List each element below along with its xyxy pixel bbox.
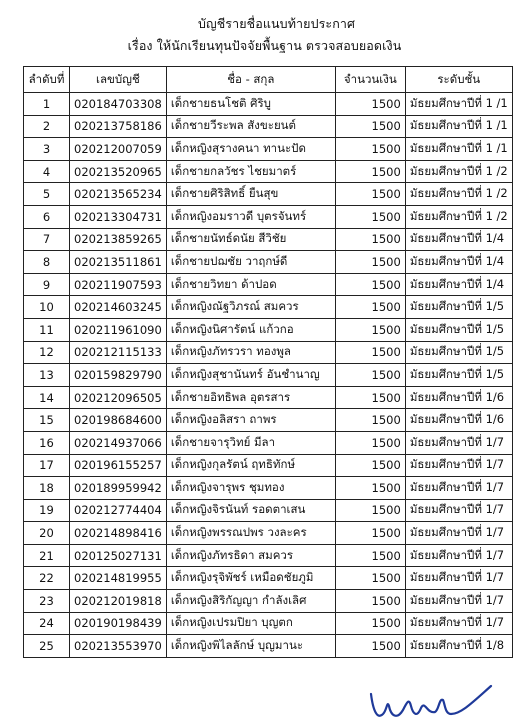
cell-amount: 1500 [335,273,405,296]
cell-no: 9 [24,273,70,296]
cell-no: 24 [24,612,70,635]
cell-account: 020189959942 [70,477,167,500]
cell-account: 020125027131 [70,544,167,567]
cell-account: 020213565234 [70,183,167,206]
column-header-amount: จำนวนเงิน [335,67,405,93]
cell-account: 020214937066 [70,431,167,454]
cell-level: มัธยมศึกษาปีที่ 1 /2 [405,205,512,228]
table-row [24,612,513,635]
cell-amount: 1500 [335,228,405,251]
table-row [24,477,513,500]
column-header-no: ลำดับที่ [24,67,70,93]
cell-amount: 1500 [335,138,405,161]
cell-amount: 1500 [335,454,405,477]
cell-account: 020212096505 [70,386,167,409]
cell-no: 7 [24,228,70,251]
table-row [24,635,513,658]
table-row [24,431,513,454]
table-row [24,364,513,387]
cell-amount: 1500 [335,296,405,319]
cell-amount: 1500 [335,544,405,567]
cell-level: มัธยมศึกษาปีที่ 1 /2 [405,160,512,183]
cell-no: 12 [24,341,70,364]
cell-amount: 1500 [335,341,405,364]
cell-amount: 1500 [335,477,405,500]
cell-name: เด็กชายนัทธ์ดนัย สีวิชัย [166,228,335,251]
cell-name: เด็กหญิงณัฐวิภรณ์ สมควร [166,296,335,319]
cell-account: 020213304731 [70,205,167,228]
cell-account: 020212774404 [70,499,167,522]
cell-name: เด็กหญิงนิศารัตน์ แก้วกอ [166,318,335,341]
cell-amount: 1500 [335,183,405,206]
cell-name: เด็กชายกลวัชร ไชยมาตร์ [166,160,335,183]
cell-no: 25 [24,635,70,658]
cell-level: มัธยมศึกษาปีที่ 1/7 [405,454,512,477]
cell-name: เด็กหญิงอมราวดี บุตรจันทร์ [166,205,335,228]
cell-no: 13 [24,364,70,387]
cell-level: มัธยมศึกษาปีที่ 1/5 [405,341,512,364]
table-row [24,544,513,567]
cell-amount: 1500 [335,93,405,116]
cell-level: มัธยมศึกษาปีที่ 1/7 [405,544,512,567]
cell-amount: 1500 [335,160,405,183]
cell-account: 020213520965 [70,160,167,183]
cell-level: มัธยมศึกษาปีที่ 1 /1 [405,138,512,161]
cell-amount: 1500 [335,590,405,613]
cell-amount: 1500 [335,205,405,228]
cell-no: 17 [24,454,70,477]
cell-level: มัธยมศึกษาปีที่ 1/6 [405,409,512,432]
table-row [24,228,513,251]
cell-level: มัธยมศึกษาปีที่ 1/4 [405,273,512,296]
cell-amount: 1500 [335,115,405,138]
column-header-account: เลขบัญชี [70,67,167,93]
cell-no: 16 [24,431,70,454]
table-row [24,409,513,432]
cell-level: มัธยมศึกษาปีที่ 1/5 [405,296,512,319]
cell-no: 2 [24,115,70,138]
cell-level: มัธยมศึกษาปีที่ 1/7 [405,612,512,635]
cell-level: มัธยมศึกษาปีที่ 1/7 [405,567,512,590]
table-row [24,386,513,409]
cell-no: 14 [24,386,70,409]
cell-level: มัธยมศึกษาปีที่ 1/4 [405,251,512,274]
cell-level: มัธยมศึกษาปีที่ 1/7 [405,522,512,545]
cell-no: 22 [24,567,70,590]
signature-icon [365,684,495,726]
cell-account: 020213758186 [70,115,167,138]
table-row [24,499,513,522]
cell-name: เด็กหญิงเปรมปิยา บุญตก [166,612,335,635]
cell-name: เด็กชายวีระพล สังขะยนต์ [166,115,335,138]
cell-level: มัธยมศึกษาปีที่ 1/5 [405,364,512,387]
student-table [23,66,513,658]
cell-account: 020213511861 [70,251,167,274]
cell-account: 020214819955 [70,567,167,590]
cell-name: เด็กชายปฌชัย วาฤกษ์ดี [166,251,335,274]
cell-amount: 1500 [335,318,405,341]
page-title: บัญชีรายชื่อแนบท้ายประกาศ [197,16,356,31]
cell-no: 15 [24,409,70,432]
cell-account: 020211961090 [70,318,167,341]
table-row [24,138,513,161]
cell-account: 020159829790 [70,364,167,387]
cell-name: เด็กหญิงรุจิพัชร์ เหมือดชัยภูมิ [166,567,335,590]
cell-level: มัธยมศึกษาปีที่ 1/7 [405,499,512,522]
cell-account: 020190198439 [70,612,167,635]
cell-amount: 1500 [335,251,405,274]
cell-no: 8 [24,251,70,274]
cell-name: เด็กชายอิทธิพล อุตรสาร [166,386,335,409]
cell-name: เด็กหญิงพรรณปพร วงละคร [166,522,335,545]
cell-level: มัธยมศึกษาปีที่ 1 /1 [405,93,512,116]
table-row [24,205,513,228]
cell-account: 020184703308 [70,93,167,116]
cell-name: เด็กหญิงสุรางคนา ทานะปัด [166,138,335,161]
cell-no: 5 [24,183,70,206]
cell-name: เด็กชายวิทยา ด้าปอด [166,273,335,296]
cell-account: 020214603245 [70,296,167,319]
cell-name: เด็กชายธนโชติ ศิริบู [166,93,335,116]
cell-no: 18 [24,477,70,500]
cell-no: 21 [24,544,70,567]
table-header [24,67,513,93]
cell-no: 11 [24,318,70,341]
cell-amount: 1500 [335,431,405,454]
cell-account: 020213553970 [70,635,167,658]
table-row [24,251,513,274]
cell-level: มัธยมศึกษาปีที่ 1/8 [405,635,512,658]
cell-no: 3 [24,138,70,161]
cell-name: เด็กหญิงพิไลลักษ์ บุญมานะ [166,635,335,658]
table-row [24,318,513,341]
cell-account: 020211907593 [70,273,167,296]
table-row [24,93,513,116]
cell-account: 020196155257 [70,454,167,477]
cell-level: มัธยมศึกษาปีที่ 1/7 [405,431,512,454]
header-row [24,67,513,93]
cell-level: มัธยมศึกษาปีที่ 1 /1 [405,115,512,138]
column-header-name: ชื่อ - สกุล [166,67,335,93]
cell-no: 20 [24,522,70,545]
cell-no: 4 [24,160,70,183]
cell-level: มัธยมศึกษาปีที่ 1/6 [405,386,512,409]
table-row [24,522,513,545]
cell-amount: 1500 [335,567,405,590]
table-row [24,296,513,319]
table-row [24,341,513,364]
cell-name: เด็กหญิงภัทรธิดา สมควร [166,544,335,567]
cell-account: 020212007059 [70,138,167,161]
cell-level: มัธยมศึกษาปีที่ 1/7 [405,590,512,613]
cell-name: เด็กชายจารุวิทย์ มีลา [166,431,335,454]
cell-amount: 1500 [335,409,405,432]
cell-no: 23 [24,590,70,613]
table-body [24,93,513,658]
cell-amount: 1500 [335,522,405,545]
cell-name: เด็กหญิงสุชานันทร์ อันชำนาญ [166,364,335,387]
table-row [24,454,513,477]
cell-account: 020212019818 [70,590,167,613]
table-row [24,183,513,206]
cell-amount: 1500 [335,635,405,658]
cell-account: 020198684600 [70,409,167,432]
cell-name: เด็กหญิงจิรนันท์ รอดตาเสน [166,499,335,522]
table-row [24,160,513,183]
cell-amount: 1500 [335,386,405,409]
cell-level: มัธยมศึกษาปีที่ 1/7 [405,477,512,500]
table-row [24,567,513,590]
cell-level: มัธยมศึกษาปีที่ 1/4 [405,228,512,251]
column-header-level: ระดับชั้น [405,67,512,93]
cell-account: 020212115133 [70,341,167,364]
cell-level: มัธยมศึกษาปีที่ 1/5 [405,318,512,341]
cell-name: เด็กหญิงอลิสรา ถาพร [166,409,335,432]
table-row [24,273,513,296]
table-row [24,590,513,613]
cell-name: เด็กหญิงภัทรวรา ทองพูล [166,341,335,364]
cell-account: 020214898416 [70,522,167,545]
cell-name: เด็กหญิงกุลรัตน์ ฤทธิทักษ์ [166,454,335,477]
cell-level: มัธยมศึกษาปีที่ 1 /2 [405,183,512,206]
cell-account: 020213859265 [70,228,167,251]
cell-no: 1 [24,93,70,116]
cell-amount: 1500 [335,499,405,522]
cell-no: 10 [24,296,70,319]
cell-no: 6 [24,205,70,228]
cell-name: เด็กหญิงสิริกัญญา กำลังเลิศ [166,590,335,613]
cell-no: 19 [24,499,70,522]
cell-amount: 1500 [335,612,405,635]
page-subtitle: เรื่อง ให้นักเรียนทุนปัจจัยพื้นฐาน ตรวจสอบยอดเงิน [127,38,402,53]
cell-name: เด็กชายศิริสิทธิ์ ยืนสุข [166,183,335,206]
cell-name: เด็กหญิงจารุพร ชุมทอง [166,477,335,500]
table-row [24,115,513,138]
cell-amount: 1500 [335,364,405,387]
